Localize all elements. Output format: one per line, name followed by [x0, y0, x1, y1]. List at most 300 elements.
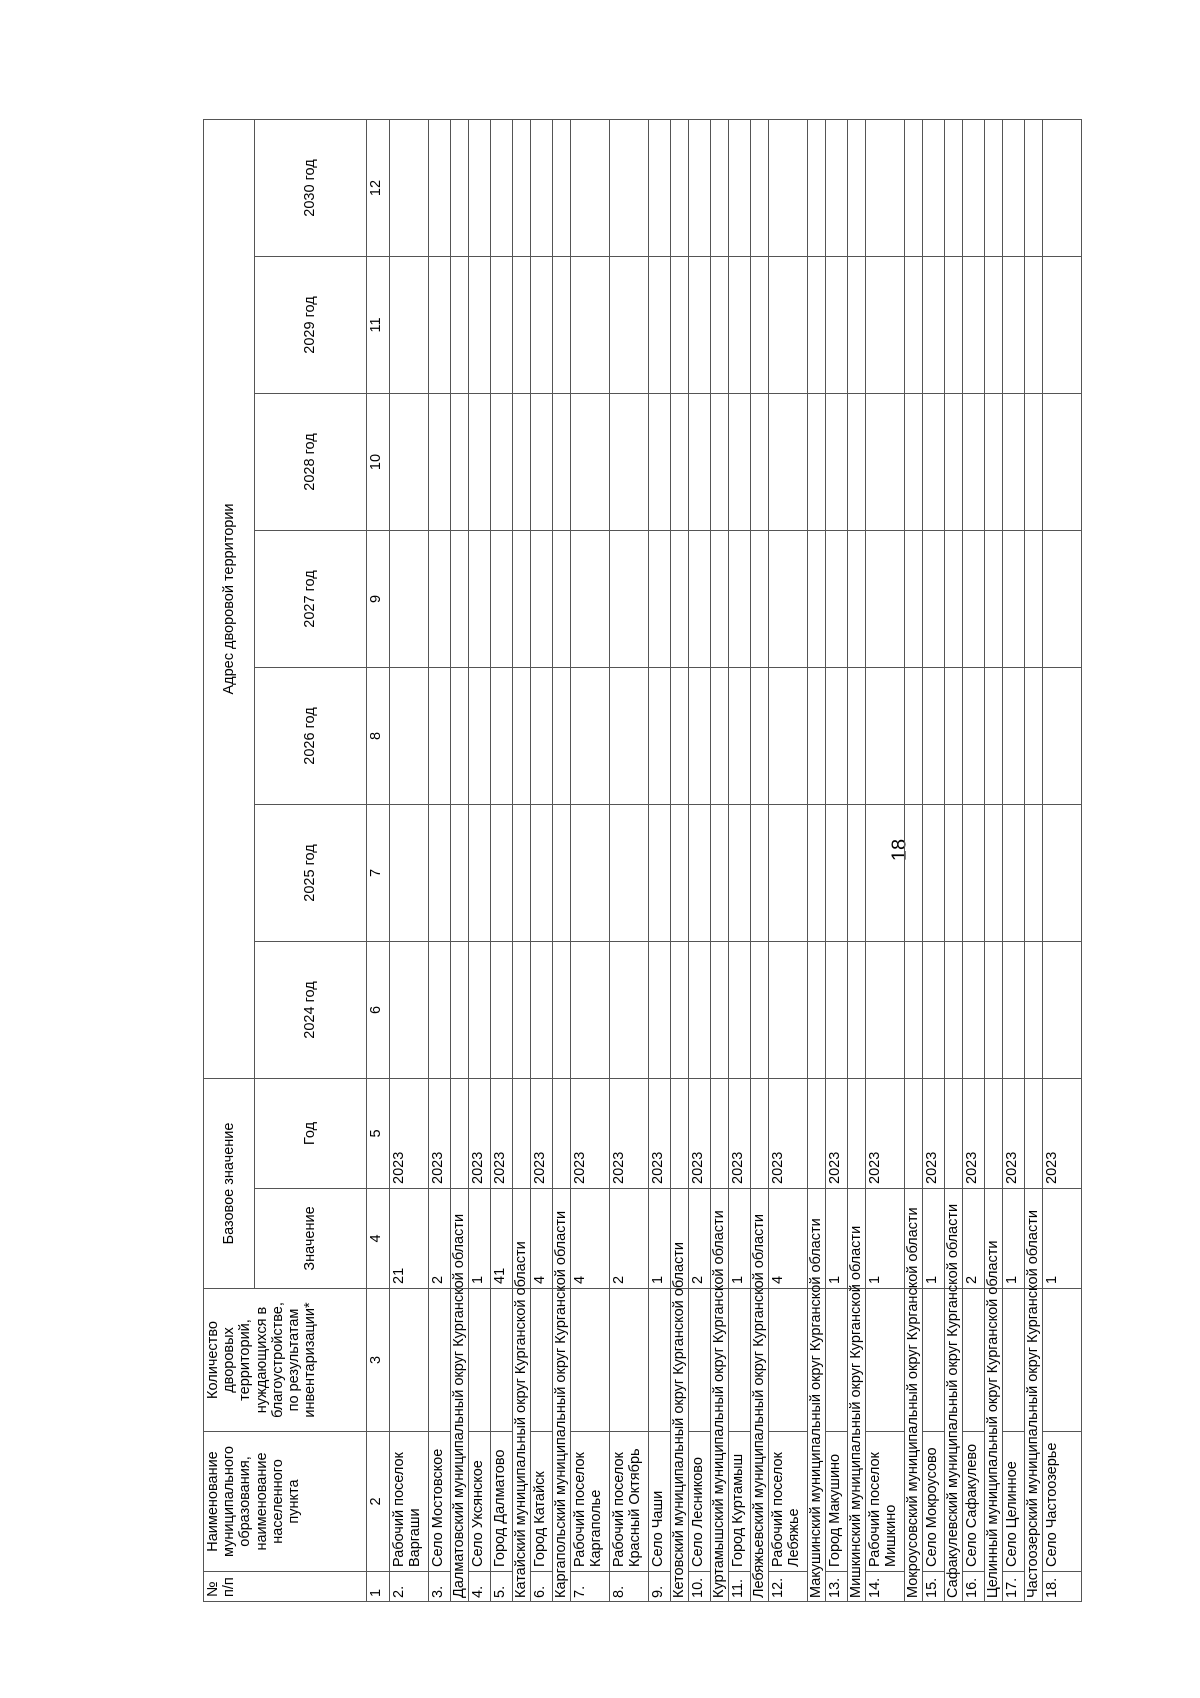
- address-cell: [1043, 393, 1082, 530]
- count-cell: [963, 1289, 985, 1432]
- section-title-cell: [808, 1218, 826, 1602]
- empty-cell: [945, 530, 963, 667]
- empty-cell: [671, 256, 689, 393]
- header-col-value: Значение: [255, 1189, 367, 1289]
- address-cell: [866, 256, 905, 393]
- empty-cell: [945, 393, 963, 530]
- empty-cell: [985, 393, 1003, 530]
- empty-cell: [848, 393, 866, 530]
- base-year: 2023: [923, 1078, 945, 1188]
- header-row-1: [204, 119, 255, 1601]
- empty-cell: [751, 804, 769, 941]
- address-cell: [689, 667, 711, 804]
- settlement-name: Село Уксянское: [469, 1432, 491, 1572]
- address-cell: [1043, 667, 1082, 804]
- address-cell: [610, 941, 649, 1078]
- empty-cell: [553, 1078, 571, 1188]
- empty-cell: [905, 941, 923, 1078]
- address-cell: [469, 667, 491, 804]
- header-col-name: Наименование муниципального образования, наименование населенного пункта: [204, 1432, 367, 1572]
- empty-cell: [808, 941, 826, 1078]
- address-cell: [1003, 667, 1025, 804]
- address-cell: [923, 393, 945, 530]
- row-number: 13.: [826, 1572, 848, 1602]
- empty-cell: [711, 119, 729, 256]
- address-cell: [923, 667, 945, 804]
- empty-cell: [945, 256, 963, 393]
- address-cell: [469, 119, 491, 256]
- empty-cell: [985, 941, 1003, 1078]
- address-cell: [769, 804, 808, 941]
- base-year: 2023: [390, 1078, 429, 1188]
- settlement-name: Село Мостовское: [429, 1432, 451, 1572]
- address-cell: [571, 393, 610, 530]
- empty-cell: [808, 667, 826, 804]
- address-cell: [469, 256, 491, 393]
- empty-cell: [848, 530, 866, 667]
- address-cell: [963, 393, 985, 530]
- address-cell: [469, 393, 491, 530]
- empty-cell: [451, 667, 469, 804]
- empty-cell: [1025, 256, 1043, 393]
- section-title-cell: [1025, 1210, 1043, 1602]
- address-cell: [729, 393, 751, 530]
- base-value: 2: [963, 1189, 985, 1289]
- column-number: 2: [367, 1432, 390, 1572]
- empty-cell: [808, 119, 826, 256]
- row-number: 11.: [729, 1572, 751, 1602]
- table-row: [610, 119, 649, 1601]
- address-cell: [689, 393, 711, 530]
- settlement-name: Рабочий поселок Мишкино: [866, 1432, 905, 1572]
- address-cell: [390, 530, 429, 667]
- address-cell: [571, 119, 610, 256]
- base-value: 1: [649, 1189, 671, 1289]
- address-cell: [963, 941, 985, 1078]
- empty-cell: [671, 1078, 689, 1188]
- address-cell: [571, 530, 610, 667]
- empty-cell: [711, 1078, 729, 1188]
- address-cell: [923, 530, 945, 667]
- row-number: 6.: [531, 1572, 553, 1602]
- address-cell: [689, 941, 711, 1078]
- base-value: 1: [469, 1189, 491, 1289]
- empty-cell: [553, 804, 571, 941]
- address-cell: [531, 667, 553, 804]
- address-cell: [1003, 530, 1025, 667]
- empty-cell: [848, 119, 866, 256]
- settlement-name: Рабочий поселок Каргаполье: [571, 1432, 610, 1572]
- table-row: [649, 119, 671, 1601]
- empty-cell: [985, 256, 1003, 393]
- column-number: 6: [367, 941, 390, 1078]
- address-cell: [826, 941, 848, 1078]
- table-row: [390, 119, 429, 1601]
- section-title: Сафакулевский муниципальный округ Курганской области: [945, 1203, 961, 1598]
- section-title-cell: [711, 1210, 729, 1602]
- count-cell: [390, 1289, 429, 1432]
- base-year: 2023: [866, 1078, 905, 1188]
- address-cell: [866, 941, 905, 1078]
- address-cell: [826, 530, 848, 667]
- empty-cell: [985, 119, 1003, 256]
- empty-cell: [905, 530, 923, 667]
- address-cell: [571, 667, 610, 804]
- section-title: Макушинский муниципальный округ Курганской области: [808, 1218, 824, 1598]
- address-cell: [649, 804, 671, 941]
- empty-cell: [1025, 119, 1043, 256]
- address-cell: [866, 393, 905, 530]
- row-number: 5.: [491, 1572, 513, 1602]
- base-value: 2: [610, 1189, 649, 1289]
- table-row: [1043, 119, 1082, 1601]
- empty-cell: [711, 941, 729, 1078]
- base-value: 1: [826, 1189, 848, 1289]
- empty-cell: [751, 667, 769, 804]
- base-value: 4: [769, 1189, 808, 1289]
- base-year: 2023: [610, 1078, 649, 1188]
- count-cell: [689, 1289, 711, 1432]
- count-cell: [571, 1289, 610, 1432]
- empty-cell: [985, 804, 1003, 941]
- empty-cell: [1025, 941, 1043, 1078]
- address-cell: [1043, 804, 1082, 941]
- empty-cell: [513, 804, 531, 941]
- column-number: 1: [367, 1572, 390, 1602]
- rotated-table-container: [203, 120, 1139, 1602]
- address-cell: [769, 530, 808, 667]
- row-number: 12.: [769, 1572, 808, 1602]
- section-row: [451, 119, 469, 1601]
- section-title: Далматовский муниципальный округ Курганской области: [451, 1213, 467, 1598]
- empty-cell: [1025, 393, 1043, 530]
- section-title-cell: [553, 1210, 571, 1602]
- base-value: 1: [1043, 1189, 1082, 1289]
- empty-cell: [848, 941, 866, 1078]
- section-title-cell: [513, 1241, 531, 1602]
- address-cell: [729, 256, 751, 393]
- empty-cell: [1025, 530, 1043, 667]
- base-value: 4: [531, 1189, 553, 1289]
- settlement-name: Село Лесниково: [689, 1432, 711, 1572]
- address-cell: [1003, 941, 1025, 1078]
- address-cell: [963, 804, 985, 941]
- settlement-name: Город Далматово: [491, 1432, 513, 1572]
- count-cell: [610, 1289, 649, 1432]
- address-cell: [429, 256, 451, 393]
- row-number: 14.: [866, 1572, 905, 1602]
- table-row: [1003, 119, 1025, 1601]
- base-year: 2023: [729, 1078, 751, 1188]
- header-group-base: Базовое значение: [204, 1078, 255, 1288]
- row-number: 7.: [571, 1572, 610, 1602]
- header-col-year: Год: [255, 1078, 367, 1188]
- address-cell: [610, 119, 649, 256]
- column-number: 5: [367, 1078, 390, 1188]
- count-cell: [531, 1289, 553, 1432]
- row-number: 3.: [429, 1572, 451, 1602]
- empty-cell: [905, 804, 923, 941]
- address-cell: [429, 530, 451, 667]
- header-group-address: Адрес дворовой территории: [204, 119, 255, 1078]
- row-number: 17.: [1003, 1572, 1025, 1602]
- settlement-name: Село Целинное: [1003, 1432, 1025, 1572]
- count-cell: [923, 1289, 945, 1432]
- row-number: 8.: [610, 1572, 649, 1602]
- section-row: [513, 119, 531, 1601]
- address-cell: [923, 941, 945, 1078]
- address-cell: [689, 530, 711, 667]
- empty-cell: [451, 119, 469, 256]
- address-cell: [610, 667, 649, 804]
- empty-cell: [751, 393, 769, 530]
- address-cell: [689, 804, 711, 941]
- count-cell: [826, 1289, 848, 1432]
- empty-cell: [985, 1078, 1003, 1188]
- empty-cell: [553, 256, 571, 393]
- base-year: 2023: [469, 1078, 491, 1188]
- count-cell: [1003, 1289, 1025, 1432]
- empty-cell: [945, 804, 963, 941]
- section-row: [808, 119, 826, 1601]
- empty-cell: [451, 393, 469, 530]
- address-cell: [649, 256, 671, 393]
- address-cell: [769, 119, 808, 256]
- section-row: [848, 119, 866, 1601]
- section-row: [711, 119, 729, 1601]
- header-year-2027: 2027 год: [255, 530, 367, 667]
- settlement-name: Город Катайск: [531, 1432, 553, 1572]
- base-year: 2023: [826, 1078, 848, 1188]
- address-cell: [1003, 119, 1025, 256]
- base-year: 2023: [1003, 1078, 1025, 1188]
- settlement-name: Село Мокроусово: [923, 1432, 945, 1572]
- address-cell: [469, 804, 491, 941]
- address-cell: [1043, 256, 1082, 393]
- address-cell: [769, 667, 808, 804]
- address-cell: [649, 119, 671, 256]
- address-cell: [963, 256, 985, 393]
- section-title: Катайский муниципальный округ Курганской области: [513, 1241, 529, 1598]
- address-cell: [390, 393, 429, 530]
- address-cell: [610, 393, 649, 530]
- section-title-cell: [451, 1213, 469, 1602]
- address-cell: [531, 804, 553, 941]
- empty-cell: [848, 256, 866, 393]
- header-year-2024: 2024 год: [255, 941, 367, 1078]
- settlement-name: Село Сафакулево: [963, 1432, 985, 1572]
- address-cell: [1043, 530, 1082, 667]
- empty-cell: [513, 119, 531, 256]
- table-row: [866, 119, 905, 1601]
- column-number: 12: [367, 119, 390, 256]
- address-cell: [769, 393, 808, 530]
- empty-cell: [905, 256, 923, 393]
- row-number: 2.: [390, 1572, 429, 1602]
- settlement-name: Рабочий поселок Красный Октябрь: [610, 1432, 649, 1572]
- address-cell: [923, 119, 945, 256]
- base-value: 4: [571, 1189, 610, 1289]
- count-cell: [729, 1289, 751, 1432]
- column-numbers-row: [367, 119, 390, 1601]
- table-body: [367, 119, 1082, 1601]
- table-row: [689, 119, 711, 1601]
- address-cell: [923, 256, 945, 393]
- row-number: 10.: [689, 1572, 711, 1602]
- address-cell: [390, 804, 429, 941]
- empty-cell: [808, 530, 826, 667]
- column-number: 7: [367, 804, 390, 941]
- address-cell: [491, 667, 513, 804]
- row-number: 18.: [1043, 1572, 1082, 1602]
- section-row: [985, 119, 1003, 1601]
- empty-cell: [513, 393, 531, 530]
- empty-cell: [848, 804, 866, 941]
- section-title-cell: [985, 1240, 1003, 1602]
- settlement-name: Село Чаши: [649, 1432, 671, 1572]
- empty-cell: [1025, 667, 1043, 804]
- empty-cell: [905, 1078, 923, 1188]
- settlement-name: Город Макушино: [826, 1432, 848, 1572]
- base-year: 2023: [1043, 1078, 1082, 1188]
- empty-cell: [671, 804, 689, 941]
- base-year: 2023: [963, 1078, 985, 1188]
- table-row: [571, 119, 610, 1601]
- row-number: 15.: [923, 1572, 945, 1602]
- base-value: 1: [729, 1189, 751, 1289]
- address-cell: [689, 119, 711, 256]
- empty-cell: [671, 941, 689, 1078]
- section-title: Мишкинский муниципальный округ Курганской области: [848, 1225, 864, 1598]
- empty-cell: [553, 530, 571, 667]
- address-cell: [531, 256, 553, 393]
- base-year: 2023: [769, 1078, 808, 1188]
- base-year: 2023: [491, 1078, 513, 1188]
- count-cell: [429, 1289, 451, 1432]
- section-title-cell: [945, 1203, 963, 1602]
- column-number: 9: [367, 530, 390, 667]
- address-cell: [826, 667, 848, 804]
- base-year: 2023: [689, 1078, 711, 1188]
- settlement-name: Село Частоозерье: [1043, 1432, 1082, 1572]
- column-number: 4: [367, 1189, 390, 1289]
- section-row: [905, 119, 923, 1601]
- empty-cell: [553, 393, 571, 530]
- address-cell: [689, 256, 711, 393]
- empty-cell: [513, 256, 531, 393]
- address-cell: [610, 804, 649, 941]
- address-cell: [963, 119, 985, 256]
- address-cell: [491, 393, 513, 530]
- address-cell: [390, 941, 429, 1078]
- address-cell: [429, 941, 451, 1078]
- empty-cell: [905, 119, 923, 256]
- empty-cell: [945, 119, 963, 256]
- address-cell: [429, 667, 451, 804]
- header-year-2025: 2025 год: [255, 804, 367, 941]
- base-value: 21: [390, 1189, 429, 1289]
- settlement-name: Город Куртамыш: [729, 1432, 751, 1572]
- address-cell: [729, 667, 751, 804]
- empty-cell: [751, 530, 769, 667]
- header-year-2026: 2026 год: [255, 667, 367, 804]
- empty-cell: [513, 941, 531, 1078]
- address-cell: [571, 804, 610, 941]
- address-cell: [649, 393, 671, 530]
- address-cell: [531, 941, 553, 1078]
- row-number: 4.: [469, 1572, 491, 1602]
- empty-cell: [451, 1078, 469, 1188]
- empty-cell: [671, 667, 689, 804]
- address-cell: [531, 119, 553, 256]
- address-cell: [610, 256, 649, 393]
- base-year: 2023: [571, 1078, 610, 1188]
- base-value: 2: [689, 1189, 711, 1289]
- count-cell: [649, 1289, 671, 1432]
- empty-cell: [751, 256, 769, 393]
- empty-cell: [1025, 1078, 1043, 1188]
- count-cell: [1043, 1289, 1082, 1432]
- empty-cell: [671, 530, 689, 667]
- empty-cell: [451, 804, 469, 941]
- address-cell: [469, 530, 491, 667]
- address-cell: [491, 530, 513, 667]
- settlement-name: Рабочий поселок Лебяжье: [769, 1432, 808, 1572]
- address-cell: [866, 667, 905, 804]
- empty-cell: [553, 667, 571, 804]
- address-cell: [571, 256, 610, 393]
- address-cell: [491, 804, 513, 941]
- address-cell: [923, 804, 945, 941]
- address-cell: [866, 119, 905, 256]
- address-cell: [729, 804, 751, 941]
- empty-cell: [451, 530, 469, 667]
- column-number: 8: [367, 667, 390, 804]
- empty-cell: [985, 530, 1003, 667]
- address-cell: [390, 667, 429, 804]
- yard-territories-table: [203, 119, 1082, 1602]
- address-cell: [491, 941, 513, 1078]
- base-value: 2: [429, 1189, 451, 1289]
- base-year: 2023: [531, 1078, 553, 1188]
- section-row: [1025, 119, 1043, 1601]
- column-number: 3: [367, 1289, 390, 1432]
- column-number: 10: [367, 393, 390, 530]
- base-year: 2023: [649, 1078, 671, 1188]
- address-cell: [610, 530, 649, 667]
- address-cell: [1003, 804, 1025, 941]
- address-cell: [390, 256, 429, 393]
- address-cell: [769, 941, 808, 1078]
- table-row: [963, 119, 985, 1601]
- empty-cell: [848, 667, 866, 804]
- table-row: [826, 119, 848, 1601]
- empty-cell: [711, 530, 729, 667]
- section-title-cell: [848, 1225, 866, 1602]
- address-cell: [531, 530, 553, 667]
- section-title: Мокроусовский муниципальный округ Курганской области: [905, 1207, 921, 1598]
- empty-cell: [848, 1078, 866, 1188]
- table-row: [729, 119, 751, 1601]
- header-year-2028: 2028 год: [255, 393, 367, 530]
- address-cell: [866, 804, 905, 941]
- empty-cell: [711, 256, 729, 393]
- address-cell: [826, 393, 848, 530]
- section-row: [671, 119, 689, 1601]
- row-number: 16.: [963, 1572, 985, 1602]
- address-cell: [649, 530, 671, 667]
- column-number: 11: [367, 256, 390, 393]
